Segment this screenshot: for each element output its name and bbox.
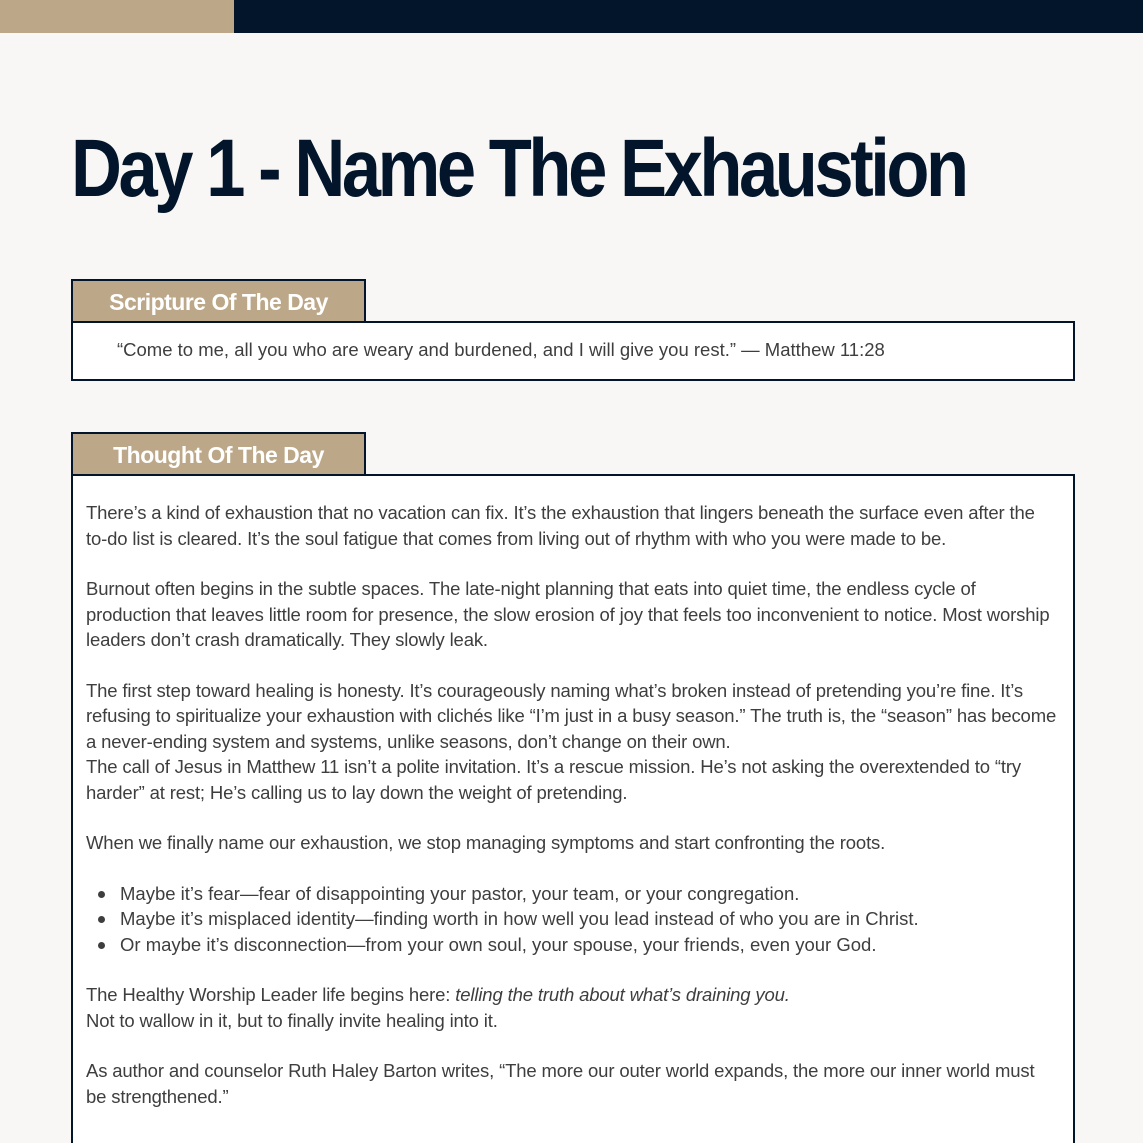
scripture-text: “Come to me, all you who are weary and burdened, and I will give you rest.” — Matthew 11:28 <box>117 339 885 360</box>
paragraph-5-lead: The Healthy Worship Leader life begins here: <box>86 984 456 1005</box>
bullet-item: Maybe it’s misplaced identity—finding worth in how well you lead instead of who you are in Christ. <box>96 906 1059 932</box>
top-banner-navy <box>234 0 1143 33</box>
thought-paragraph-3b: The call of Jesus in Matthew 11 isn’t a polite invitation. It’s a rescue mission. He’s not asking the overextended to “try harder” at rest; He’s calling us to lay down the weight of pretending. <box>86 756 1021 803</box>
bullet-item: Maybe it’s fear—fear of disappointing your pastor, your team, or your congregation. <box>96 881 1059 907</box>
thought-bullet-list <box>86 881 1059 958</box>
scripture-box <box>71 321 1075 381</box>
thought-paragraph-5 <box>86 982 1059 1008</box>
thought-paragraph-5b: Not to wallow in it, but to finally invite healing into it. <box>86 1009 498 1031</box>
thought-paragraph-1: There’s a kind of exhaustion that no vacation can fix. It’s the exhaustion that lingers beneath the surface even after the to-do list is cleared. It’s the soul fatigue that comes from living out of rhythm with who you were made to be. <box>86 502 1035 549</box>
scripture-heading: Scripture Of The Day <box>71 279 366 323</box>
thought-paragraph-4: When we finally name our exhaustion, we stop managing symptoms and start confronting the roots. <box>86 832 886 853</box>
page-title: Day 1 - Name The Exhaustion <box>71 123 966 214</box>
top-banner-accent <box>0 0 234 33</box>
top-banner <box>0 0 1143 33</box>
thought-heading: Thought Of The Day <box>71 432 366 476</box>
thought-box <box>71 474 1075 1143</box>
thought-paragraph-3a: The first step toward healing is honesty. It’s courageously naming what’s broken instead of pretending you’re fine. It’s refusing to spiritualize your exhaustion with clichés like “I’m just in a busy season.” The truth is, the “season” has become a never-ending system and systems, unlike seasons, don’t change on their own. <box>86 679 1057 752</box>
thought-paragraph-6: As author and counselor Ruth Haley Barton writes, “The more our outer world expands, the more our inner world must be strengthened.” <box>86 1060 1035 1107</box>
thought-paragraph-2: Burnout often begins in the subtle spaces. The late-night planning that eats into quiet time, the endless cycle of production that leaves little room for presence, the slow erosion of joy that feels too inconvenient to notice. Most worship leaders don’t crash dramatically. They slowly leak. <box>86 578 1050 650</box>
paragraph-5-italic: telling the truth about what’s draining you. <box>455 984 790 1005</box>
bullet-item: Or maybe it’s disconnection—from your own soul, your spouse, your friends, even your God. <box>96 932 1059 958</box>
